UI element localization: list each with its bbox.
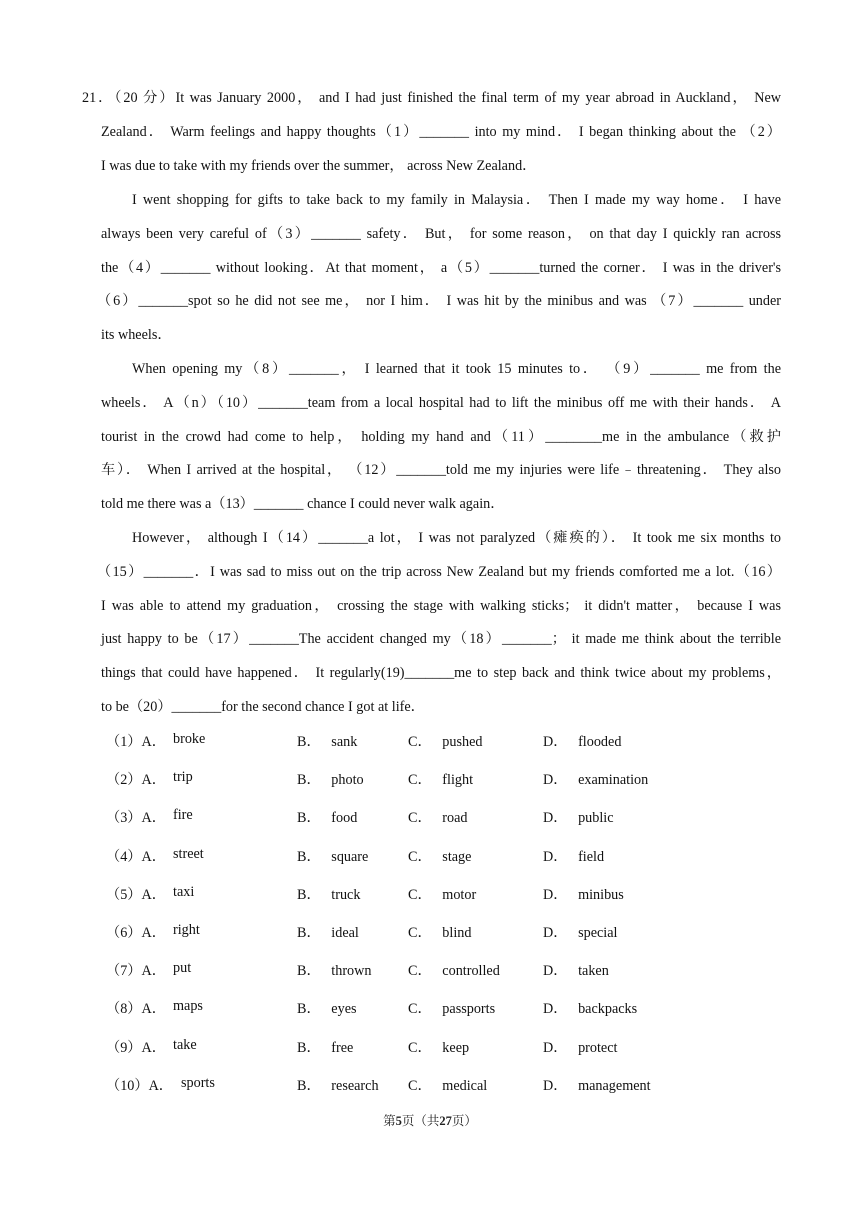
option-d[interactable] bbox=[543, 1037, 617, 1057]
option-a[interactable]: trip bbox=[173, 769, 193, 786]
option-label: D． bbox=[543, 810, 568, 827]
option-a[interactable]: street bbox=[173, 845, 204, 862]
footer-mid: 页（共 bbox=[401, 1114, 440, 1128]
option-text: truck bbox=[331, 886, 361, 903]
question-number: （3）A． bbox=[106, 810, 166, 827]
option-d[interactable] bbox=[543, 731, 621, 751]
option-label: B． bbox=[297, 772, 321, 789]
option-text: stage bbox=[442, 848, 472, 865]
option-label: B． bbox=[297, 848, 321, 865]
question-21-paragraph-3 bbox=[101, 353, 781, 522]
question-21-paragraph-1 bbox=[82, 82, 781, 183]
option-a[interactable]: taxi bbox=[173, 883, 195, 900]
question-number: （2）A． bbox=[106, 772, 166, 789]
option-c[interactable] bbox=[408, 1037, 469, 1057]
text-line: tourist in the crowd had come to help， holding my hand and（11）________me in the ambulance（救护 bbox=[101, 428, 781, 445]
option-label: C． bbox=[408, 772, 432, 789]
option-text: public bbox=[578, 810, 614, 827]
option-text: ideal bbox=[331, 924, 359, 941]
option-label: D． bbox=[543, 886, 568, 903]
option-row-1 bbox=[106, 731, 746, 769]
option-b[interactable] bbox=[297, 922, 359, 942]
option-row-8 bbox=[106, 998, 746, 1036]
option-label: C． bbox=[408, 734, 432, 750]
current-page-number: 5 bbox=[395, 1114, 402, 1128]
text-line: Zealand． Warm feelings and happy thoughts（1）_______ into my mind． I began thinking about the （2） bbox=[101, 123, 781, 140]
option-d[interactable] bbox=[543, 1075, 651, 1095]
option-text: minibus bbox=[578, 886, 624, 903]
option-b[interactable] bbox=[297, 769, 364, 789]
option-label: D． bbox=[543, 848, 568, 865]
text-line: （15）_______．I was sad to miss out on the trip across New Zealand but my friends comforted me a lot.（16） bbox=[97, 563, 781, 580]
question-number: （1）A． bbox=[106, 734, 166, 750]
option-row-7 bbox=[106, 960, 746, 998]
option-text: flight bbox=[442, 772, 474, 789]
option-c[interactable] bbox=[408, 960, 500, 980]
option-b[interactable] bbox=[297, 884, 360, 904]
option-d[interactable] bbox=[543, 807, 614, 827]
option-c[interactable] bbox=[408, 846, 471, 866]
option-c[interactable] bbox=[408, 998, 495, 1018]
option-text: keep bbox=[442, 1039, 470, 1056]
total-page-count: 27 bbox=[439, 1114, 452, 1128]
option-text: photo bbox=[331, 772, 364, 789]
option-label: C． bbox=[408, 1077, 432, 1094]
option-row-6 bbox=[106, 922, 746, 960]
option-text: free bbox=[331, 1039, 354, 1056]
option-b[interactable] bbox=[297, 807, 357, 827]
option-text: thrown bbox=[331, 963, 372, 980]
option-d[interactable] bbox=[543, 960, 609, 980]
option-label: B． bbox=[297, 810, 321, 827]
option-text: taken bbox=[578, 963, 609, 980]
page-footer bbox=[0, 1111, 860, 1129]
option-label: D． bbox=[543, 1039, 568, 1056]
option-b[interactable] bbox=[297, 731, 357, 751]
question-number: （6）A． bbox=[106, 924, 166, 941]
option-label: C． bbox=[408, 810, 432, 827]
option-text: examination bbox=[578, 772, 649, 789]
option-b[interactable] bbox=[297, 1075, 379, 1095]
text-line: （6）_______spot so he did not see me， nor I him． I was hit by the minibus and was （7）_______ under bbox=[97, 293, 781, 310]
option-label: D． bbox=[543, 734, 568, 750]
option-row-9 bbox=[106, 1037, 746, 1075]
text-line: I was due to take with my friends over the summer， across New Zealand． bbox=[101, 157, 537, 174]
option-d[interactable] bbox=[543, 846, 604, 866]
option-label: D． bbox=[543, 1001, 568, 1018]
option-text: research bbox=[331, 1077, 379, 1094]
option-row-3 bbox=[106, 807, 746, 845]
option-d[interactable] bbox=[543, 998, 637, 1018]
option-a[interactable]: fire bbox=[173, 807, 193, 824]
option-row-10 bbox=[106, 1075, 746, 1113]
option-b[interactable] bbox=[297, 846, 368, 866]
option-d[interactable] bbox=[543, 922, 617, 942]
option-text: protect bbox=[578, 1039, 618, 1056]
option-label: D． bbox=[543, 772, 568, 789]
question-number: （4）A． bbox=[106, 848, 166, 865]
option-d[interactable] bbox=[543, 884, 624, 904]
option-label: C． bbox=[408, 1001, 432, 1018]
option-c[interactable] bbox=[408, 922, 471, 942]
text-line: told me there was a（13）_______ chance I could never walk again． bbox=[101, 496, 505, 513]
option-text: medical bbox=[442, 1077, 488, 1094]
text-line: to be（20）_______for the second chance I got at life． bbox=[101, 698, 425, 715]
option-c[interactable] bbox=[408, 769, 473, 789]
option-row-5 bbox=[106, 884, 746, 922]
text-line: the（4）_______ without looking．At that moment， a（5）_______turned the corner． I was in the driver's bbox=[101, 259, 781, 276]
option-a[interactable]: right bbox=[173, 921, 200, 938]
option-label: B． bbox=[297, 1039, 321, 1056]
option-label: D． bbox=[543, 924, 568, 941]
option-text: flooded bbox=[578, 734, 622, 750]
text-line: its wheels． bbox=[101, 327, 172, 344]
option-c[interactable] bbox=[408, 807, 468, 827]
option-a[interactable]: take bbox=[173, 1036, 197, 1053]
text-line: 21．（20 分）It was January 2000， and I had just finished the final term of my year abroad in Auckland， New bbox=[82, 90, 781, 106]
option-label: C． bbox=[408, 924, 432, 941]
question-number: （10）A． bbox=[106, 1077, 173, 1094]
option-text: special bbox=[578, 924, 618, 941]
option-label: C． bbox=[408, 848, 432, 865]
text-line: I was able to attend my graduation， crossing the stage with walking sticks； it didn't matter， because I was bbox=[101, 597, 781, 614]
answer-options bbox=[106, 731, 746, 1113]
option-b[interactable] bbox=[297, 960, 372, 980]
question-number: （8）A． bbox=[106, 1001, 166, 1018]
option-text: road bbox=[442, 810, 468, 827]
option-text: management bbox=[578, 1077, 651, 1094]
question-number: （5）A． bbox=[106, 886, 166, 903]
option-text: pushed bbox=[442, 734, 483, 750]
option-b[interactable] bbox=[297, 1037, 353, 1057]
option-label: C． bbox=[408, 1039, 432, 1056]
option-label: B． bbox=[297, 1077, 321, 1094]
option-a[interactable]: broke bbox=[173, 731, 206, 747]
option-c[interactable] bbox=[408, 884, 476, 904]
option-text: sank bbox=[331, 734, 358, 750]
option-label: C． bbox=[408, 886, 432, 903]
option-d[interactable] bbox=[543, 769, 648, 789]
option-c[interactable] bbox=[408, 731, 483, 751]
option-label: D． bbox=[543, 1077, 568, 1094]
option-label: B． bbox=[297, 734, 321, 750]
text-line: just happy to be（17）_______The accident changed my（18）_______； it made me think about the terrible bbox=[101, 631, 781, 648]
text-line: things that could have happened． It regularly(19)_______me to step back and think twice about my problems， bbox=[101, 665, 781, 682]
option-text: food bbox=[331, 810, 358, 827]
option-text: passports bbox=[442, 1001, 496, 1018]
text-line: 车）． When I arrived at the hospital， （12）_______told me my injuries were life﹣threatening． They also bbox=[101, 462, 781, 479]
text-line: When opening my（8）_______， I learned that it took 15 minutes to． （9）_______ me from the bbox=[132, 361, 781, 377]
option-label: B． bbox=[297, 886, 321, 903]
option-label: C． bbox=[408, 963, 432, 980]
question-21-paragraph-4 bbox=[97, 522, 781, 725]
option-label: D． bbox=[543, 963, 568, 980]
option-label: B． bbox=[297, 924, 321, 941]
option-text: controlled bbox=[442, 963, 500, 980]
text-line: I went shopping for gifts to take back to my family in Malaysia． Then I made my way home． I have bbox=[132, 192, 781, 208]
option-text: motor bbox=[442, 886, 477, 903]
option-a[interactable]: put bbox=[173, 960, 192, 977]
question-number: （9）A． bbox=[106, 1039, 166, 1056]
text-line: However， although I（14）_______a lot， I was not paralyzed（瘫痪的）． It took me six months to bbox=[132, 530, 781, 546]
text-line: always been very careful of（3）_______ safety． But， for some reason， on that day I quickly ran across bbox=[101, 225, 781, 242]
option-text: square bbox=[331, 848, 369, 865]
footer-suffix: 页） bbox=[451, 1114, 477, 1128]
footer-prefix: 第 bbox=[383, 1114, 396, 1128]
question-21-paragraph-2 bbox=[97, 184, 781, 353]
option-text: blind bbox=[442, 924, 472, 941]
option-a[interactable]: maps bbox=[173, 998, 203, 1015]
option-a[interactable]: sports bbox=[181, 1074, 215, 1091]
option-label: B． bbox=[297, 963, 321, 980]
option-label: B． bbox=[297, 1001, 321, 1018]
option-text: field bbox=[578, 848, 605, 865]
question-number: （7）A． bbox=[106, 963, 166, 980]
option-c[interactable] bbox=[408, 1075, 487, 1095]
text-line: wheels． A（n）（10）_______team from a local hospital had to lift the minibus off me with their hands． A bbox=[101, 394, 781, 411]
option-text: eyes bbox=[331, 1001, 357, 1018]
option-row-2 bbox=[106, 769, 746, 807]
option-b[interactable] bbox=[297, 998, 357, 1018]
option-text: backpacks bbox=[578, 1001, 638, 1018]
option-row-4 bbox=[106, 846, 746, 884]
